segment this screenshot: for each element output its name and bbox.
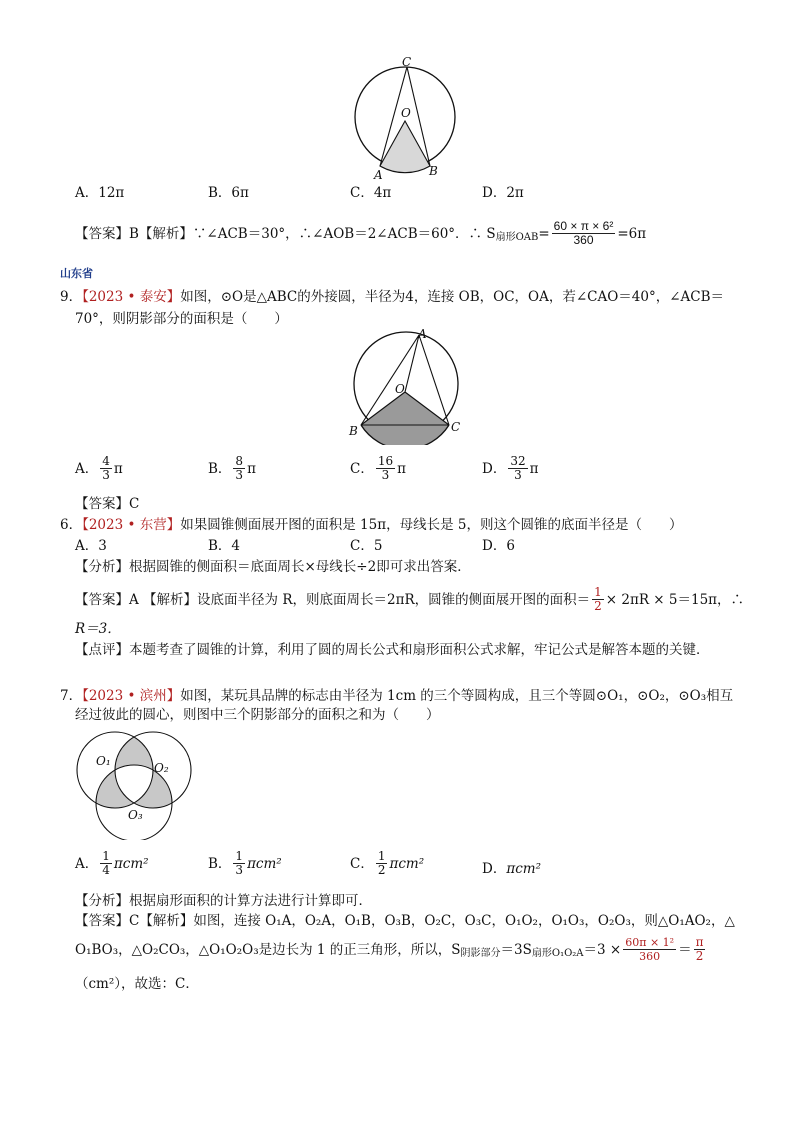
- frac-num: π: [695, 935, 704, 949]
- q9-option-b: [208, 455, 256, 482]
- q7-option-c-letter: C．: [350, 855, 374, 872]
- option-b: B．6π: [208, 185, 249, 201]
- q6-option-c: C．5: [350, 538, 383, 554]
- answer-top: [75, 220, 646, 247]
- q7-option-a-letter: A．: [75, 855, 99, 872]
- q6-number: 6．: [60, 517, 83, 533]
- q9-option-c-pi: π: [397, 460, 406, 477]
- q7-answer-line2-a: O₁BO₃，△O₂CO₃，△O₁O₂O₃是边长为 1 的正三角形，所以，S: [75, 941, 461, 958]
- q7-option-a-unit: πcm²: [113, 855, 149, 872]
- label-B: B: [349, 424, 358, 438]
- q6-answer-text-b: × 2πR × 5＝15π，∴: [605, 591, 745, 608]
- q7-answer-frac1: [623, 936, 676, 963]
- q9-option-b-letter: B．: [208, 460, 232, 477]
- q9-option-a-letter: A．: [75, 460, 99, 477]
- q9-option-d-pi: π: [529, 460, 539, 477]
- q9-option-a-frac: [100, 455, 112, 482]
- frac-den: 2: [594, 599, 602, 613]
- label-B: B: [429, 164, 438, 178]
- q6-analysis: 【分析】根据圆锥的侧面积＝底面周长×母线长÷2即可求出答案．: [75, 559, 471, 575]
- q7-option-c: [350, 850, 424, 877]
- q7-option-c-frac: [376, 850, 388, 877]
- figure-circle-sector-top: [350, 55, 462, 185]
- answer-top-sub: 扇形OAB: [495, 231, 539, 243]
- q7-answer-eq2: ＝: [678, 941, 692, 958]
- q7-answer-line2: [75, 936, 707, 963]
- option-c: C．4π: [350, 185, 392, 201]
- q7-answer-sub2: 扇形O₁O₂A: [531, 947, 584, 959]
- q6-stem: [60, 516, 682, 534]
- q7-option-d-unit: πcm²: [506, 861, 541, 877]
- answer-top-text: 【答案】B【解析】∵∠ACB＝30°，∴∠AOB＝2∠ACB＝60°．∴ S: [75, 225, 496, 242]
- q6-answer: [75, 586, 744, 613]
- q7-source: 【2023 • 滨州】: [82, 688, 181, 704]
- answer-top-den: 360: [573, 233, 594, 247]
- q7-option-a-frac: [100, 850, 112, 877]
- frac-den: 3: [381, 468, 390, 482]
- frac-den: 3: [514, 468, 522, 482]
- q7-answer-line1: 【答案】C【解析】如图，连接 O₁A，O₂A，O₁B，O₃B，O₂C，O₃C，O₁O₂，O₁O₃，O₂O₃，则△O₁AO₂，△: [75, 913, 735, 929]
- q9-option-b-frac: [233, 455, 245, 482]
- label-A: A: [374, 168, 383, 182]
- frac-den: 3: [102, 468, 110, 482]
- answer-top-eq: =: [538, 225, 550, 242]
- frac-num: 8: [235, 454, 244, 468]
- label-O2: O₂: [154, 761, 169, 775]
- q7-answer-line2-c: ＝3 ×: [583, 941, 622, 958]
- option-d: D．2π: [482, 185, 524, 201]
- label-A: A: [418, 327, 427, 341]
- q6-option-a: A．3: [75, 538, 107, 554]
- q9-answer: 【答案】C: [75, 496, 140, 512]
- q7-answer-sub: 阴影部分: [460, 947, 501, 959]
- q7-option-b-unit: πcm²: [247, 855, 282, 872]
- frac-num: 1: [377, 849, 386, 863]
- q9-option-c-letter: C．: [350, 460, 374, 477]
- frac-num: 1: [235, 849, 244, 863]
- q7-answer-line2-b: ＝3S: [500, 941, 532, 958]
- label-O: O: [395, 382, 405, 396]
- label-C: C: [402, 55, 412, 69]
- q7-option-b-frac: [233, 850, 245, 877]
- frac-num: 60π × 1²: [625, 936, 675, 949]
- q7-answer-frac2: [694, 936, 706, 963]
- label-C: C: [451, 420, 461, 434]
- frac-den: 3: [235, 863, 244, 877]
- frac-den: 4: [102, 863, 110, 877]
- q9-option-c: [350, 455, 406, 482]
- q7-option-b: [208, 850, 282, 877]
- q9-stem1: 如图，⊙O是△ABC的外接圆，半径为4，连接 OB，OC，OA，若∠CAO＝40°，∠ACB＝: [180, 289, 725, 305]
- q7-answer-line3: （cm²），故选：C．: [75, 976, 199, 992]
- frac-den: 2: [695, 949, 704, 963]
- q9-number: 9．: [60, 289, 83, 305]
- q9-option-d-frac: [508, 455, 527, 482]
- q9-option-a-pi: π: [113, 460, 123, 477]
- label-O3: O₃: [128, 808, 143, 822]
- q7-option-d-letter: D．: [482, 861, 507, 877]
- q6-comment: 【点评】本题考查了圆锥的计算，利用了圆的周长公式和扇形面积公式求解，牢记公式是解答本题的关键．: [75, 642, 710, 658]
- q9-line1: [60, 288, 724, 306]
- label-O1: O₁: [96, 754, 111, 768]
- q6-option-d: D．6: [482, 538, 515, 554]
- q9-option-b-pi: π: [247, 460, 256, 477]
- frac-den: 2: [377, 863, 386, 877]
- q6-option-b: B．4: [208, 538, 241, 554]
- q6-answer-text-a: 【答案】A 【解析】设底面半径为 R，则底面周长＝2πR，圆锥的侧面展开图的面积＝: [75, 591, 591, 608]
- q7-stem1: 如图，某玩具品牌的标志由半径为 1cm 的三个等圆构成，且三个等圆⊙O₁，⊙O₂，⊙O₃相互: [180, 688, 734, 704]
- q7-number: 7．: [60, 688, 83, 704]
- q9-option-d-letter: D．: [482, 460, 507, 477]
- answer-top-fraction: [552, 220, 616, 247]
- frac-num: 1: [102, 849, 110, 863]
- frac-num: 4: [102, 454, 110, 468]
- figure-three-circles-q7: [70, 725, 195, 840]
- answer-top-tail: =6π: [617, 225, 647, 242]
- q7-option-d: [482, 860, 541, 878]
- q9-option-c-frac: [376, 455, 395, 482]
- q9-option-d: [482, 455, 538, 482]
- q7-stem2: 经过彼此的圆心，则图中三个阴影部分的面积之和为（ ）: [75, 707, 440, 723]
- q9-option-a: [75, 455, 123, 482]
- q9-source: 【2023 • 泰安】: [82, 289, 181, 305]
- q7-option-b-letter: B．: [208, 855, 232, 872]
- q7-analysis: 【分析】根据扇形面积的计算方法进行计算即可．: [75, 893, 372, 909]
- frac-den: 360: [639, 950, 661, 963]
- q7-line1: [60, 687, 733, 705]
- q6-answer-result: R＝3．: [75, 621, 121, 637]
- answer-top-num: 60 × π × 6²: [553, 219, 614, 233]
- frac-num: 1: [594, 585, 602, 599]
- q6-answer-frac: [592, 586, 604, 613]
- province-label: 山东省: [60, 267, 93, 280]
- label-O: O: [401, 106, 411, 120]
- q7-option-c-unit: πcm²: [389, 855, 425, 872]
- frac-num: 32: [510, 454, 526, 468]
- q6-stem-text: 如果圆锥侧面展开图的面积是 15π，母线长是 5，则这个圆锥的底面半径是（ ）: [180, 517, 683, 533]
- q7-option-a: [75, 850, 149, 877]
- frac-den: 3: [235, 468, 244, 482]
- q9-stem2: 70°，则阴影部分的面积是（ ）: [75, 311, 288, 327]
- q6-source: 【2023 • 东营】: [82, 517, 181, 533]
- option-a: A．12π: [75, 185, 125, 201]
- frac-num: 16: [377, 454, 394, 468]
- figure-circle-triangle-q9: [343, 325, 468, 445]
